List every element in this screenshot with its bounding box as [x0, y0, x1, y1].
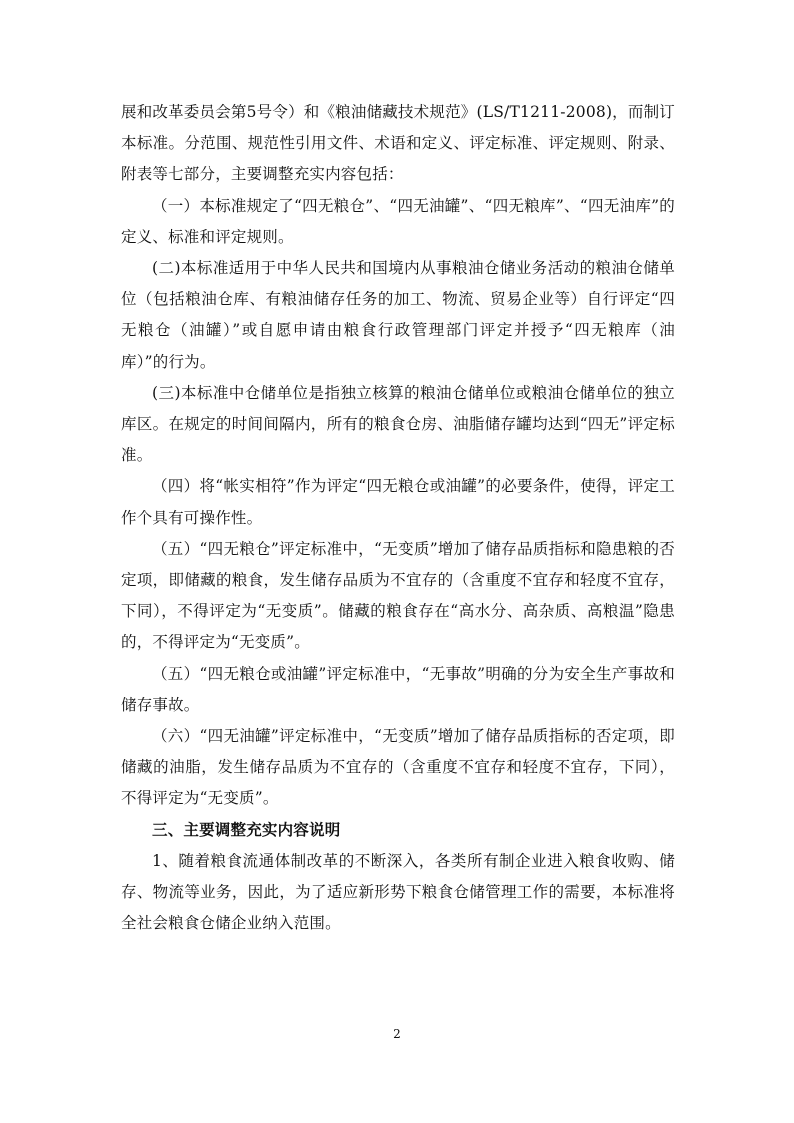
paragraph-item-1: （一）本标准规定了“四无粮仓”、“四无油罐”、“四无粮库”、“四无油库”的定义、标准和评定规则。	[121, 196, 675, 246]
paragraph-item-3: (三)本标准中仓储单位是指独立核算的粮油仓储单位或粮油仓储单位的独立库区。在规定的时间间隔内，所有的粮食仓房、油脂储存罐均达到“四无”评定标准。	[121, 383, 675, 465]
paragraph-item-5a: （五）“四无粮仓”评定标准中，“无变质”增加了储存品质指标和隐患粮的否定项，即储藏的粮食，发生储存品质为不宜存的（含重度不宜存和轻度不宜存，下同），不得评定为“无变质”。储藏的粮食存在“高水分、高杂质、高粮温”隐患的，不得评定为“无变质”。	[121, 539, 675, 652]
page-number: 2	[393, 1027, 401, 1041]
paragraph-continuation: 展和改革委员会第5号令）和《粮油储藏技术规范》(LS/T1211-2008)，而制订本标准。分范围、规范性引用文件、术语和定义、评定标准、评定规则、附录、附表等七部分，主要调整充实内容包括：	[121, 103, 675, 184]
paragraph-item-2: (二)本标准适用于中华人民共和国境内从事粮油仓储业务活动的粮油仓储单位（包括粮油仓库、有粮油储存任务的加工、物流、贸易企业等）自行评定“四无粮仓（油罐）”或自愿申请由粮食行政管理部门评定并授予“四无粮库（油库）”的行为。	[121, 259, 675, 371]
paragraph-item-6: （六）“四无油罐”评定标准中，“无变质”增加了储存品质指标的否定项，即储藏的油脂，发生储存品质为不宜存的（含重度不宜存和轻度不宜存，下同），不得评定为“无变质”。	[121, 727, 675, 808]
paragraph-item-5b: （五）“四无粮仓或油罐”评定标准中，“无事故”明确的分为安全生产事故和储存事故。	[121, 664, 675, 714]
paragraph-item-4: （四）将“帐实相符”作为评定“四无粮仓或油罐”的必要条件，使得，评定工作个具有可操作性。	[121, 477, 675, 527]
section-heading: 三、主要调整充实内容说明	[152, 820, 341, 839]
page-body	[121, 97, 675, 939]
paragraph-section-3-item-1: 1、随着粮食流通体制改革的不断深入，各类所有制企业进入粮食收购、储存、物流等业务，因此，为了适应新形势下粮食仓储管理工作的需要，本标准将全社会粮食仓储企业纳入范围。	[121, 851, 675, 933]
